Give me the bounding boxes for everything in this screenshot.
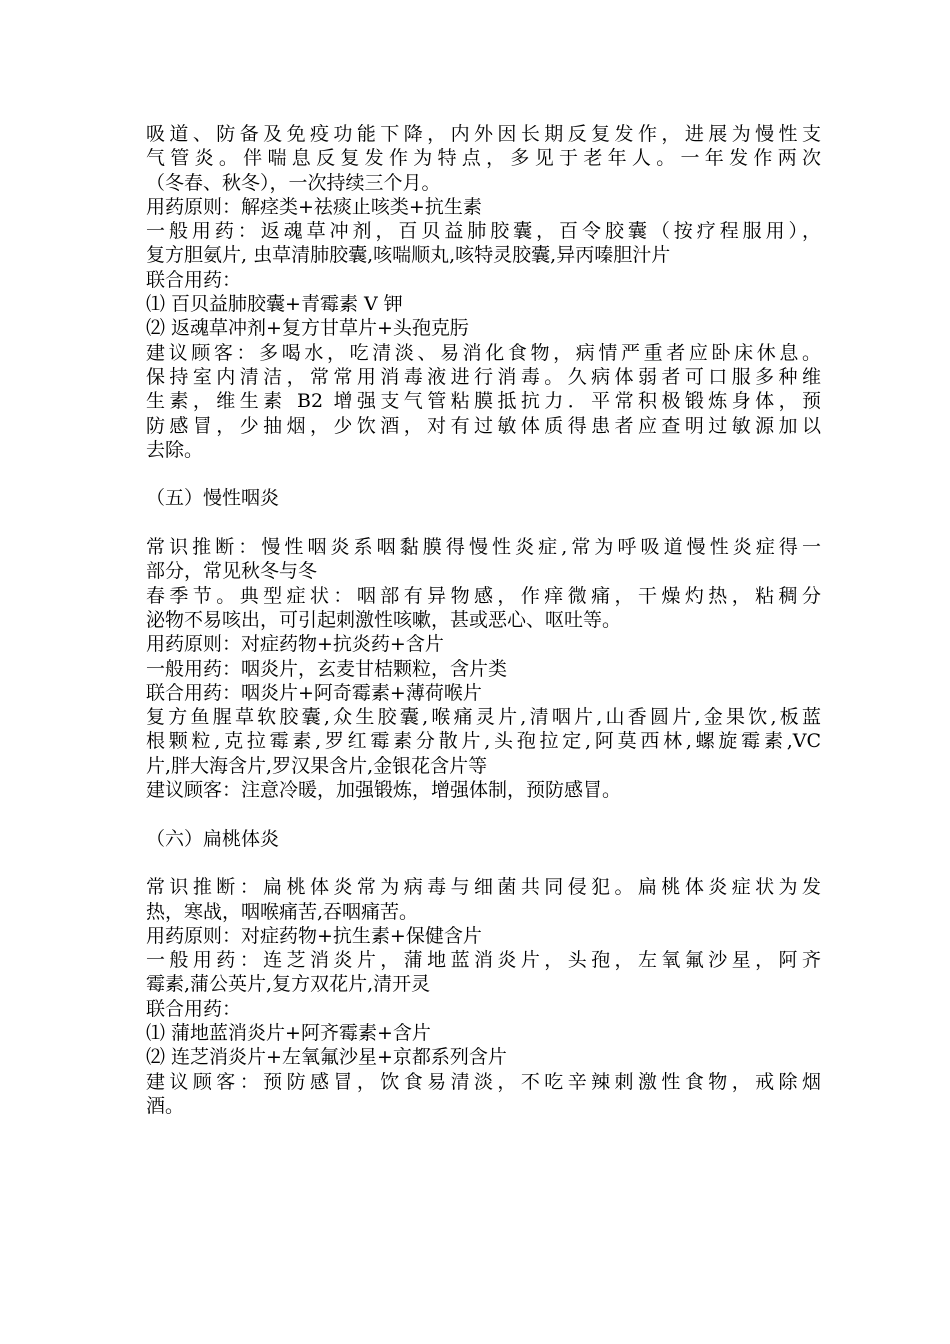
diagnosis-line: 常识推断：扁桃体炎常为病毒与细菌共同侵犯。扁桃体炎症状为发 <box>146 876 821 899</box>
combined-medication-item: ⑴ 蒲地蓝消炎片+阿齐霉素+含片 <box>146 1021 431 1044</box>
paragraph-gap <box>146 851 821 875</box>
combined-medication-label: 联合用药： <box>146 268 242 291</box>
other-medication-line: 片,胖大海含片,罗汉果含片,金银花含片等 <box>146 754 488 777</box>
advice-line: 酒。 <box>146 1094 185 1117</box>
combined-medication-item: ⑵ 返魂草冲剂+复方甘草片+头孢克肟 <box>146 317 469 340</box>
advice-line: 建议顾客：预防感冒，饮食易清淡，不吃辛辣刺激性食物，戒除烟 <box>146 1070 821 1093</box>
diagnosis-line: 泌物不易咳出，可引起刺激性咳嗽，甚或恶心、呕吐等。 <box>146 608 622 631</box>
other-medication-line: 复方鱼腥草软胶囊,众生胶囊,喉痛灵片,清咽片,山香圆片,金果饮,板蓝 <box>146 706 821 729</box>
combined-medication-item: ⑴ 百贝益肺胶囊+青霉素 V 钾 <box>146 293 403 316</box>
medication-principle: 用药原则：对症药物+抗生素+保健含片 <box>146 924 482 947</box>
advice-line: 建议顾客：多喝水，吃清淡、易消化食物，病情严重者应卧床休息。 <box>146 341 821 364</box>
medication-principle: 用药原则：对症药物+抗炎药+含片 <box>146 633 444 656</box>
section-heading-tonsillitis: （六）扁桃体炎 <box>146 827 280 850</box>
advice-line: 建议顾客：注意冷暖，加强锻炼，增强体制，预防感冒。 <box>146 779 622 802</box>
combined-medication-line: 联合用药：咽炎片+阿奇霉素+薄荷喉片 <box>146 681 482 704</box>
medication-principle: 用药原则：解痉类+祛痰止咳类+抗生素 <box>146 195 482 218</box>
intro-line: （冬春、秋冬），一次持续三个月。 <box>146 171 441 194</box>
general-medication-line: 一般用药：连芝消炎片，蒲地蓝消炎片，头孢，左氧氟沙星，阿齐 <box>146 949 821 972</box>
advice-line: 保持室内清洁，常常用消毒液进行消毒。久病体弱者可口服多种维 <box>146 365 821 388</box>
combined-medication-label: 联合用药： <box>146 997 242 1020</box>
general-medication-line: 一般用药：咽炎片，玄麦甘桔颗粒，含片类 <box>146 657 508 680</box>
paragraph-gap <box>146 462 821 486</box>
general-medication-line: 一般用药：返魂草冲剂，百贝益肺胶囊，百令胶囊（按疗程服用）， <box>146 220 821 243</box>
diagnosis-line: 部分，常见秋冬与冬 <box>146 560 318 583</box>
paragraph-gap <box>146 511 821 535</box>
other-medication-line: 根颗粒,克拉霉素,罗红霉素分散片,头孢拉定,阿莫西林,螺旋霉素,VC <box>146 730 821 753</box>
diagnosis-line: 常识推断：慢性咽炎系咽黏膜得慢性炎症,常为呼吸道慢性炎症得一 <box>146 536 821 559</box>
intro-line: 气管炎。伴喘息反复发作为特点，多见于老年人。一年发作两次 <box>146 147 821 170</box>
advice-line: 去除。 <box>146 438 204 461</box>
diagnosis-line: 热，寒战，咽喉痛苦,吞咽痛苦。 <box>146 900 419 923</box>
advice-line: 生素，维生素 B2 增强支气管粘膜抵抗力．平常积极锻炼身体，预 <box>146 390 821 413</box>
general-medication-line: 复方胆氨片, 虫草清肺胶囊,咳喘顺丸,咳特灵胶囊,异丙嗪胆汁片 <box>146 244 671 267</box>
document-body <box>146 122 821 1118</box>
diagnosis-line: 春季节。典型症状：咽部有异物感，作痒微痛，干燥灼热，粘稠分 <box>146 584 821 607</box>
combined-medication-item: ⑵ 连芝消炎片+左氧氟沙星+京都系列含片 <box>146 1046 507 1069</box>
section-heading-chronic-pharyngitis: （五）慢性咽炎 <box>146 487 280 510</box>
advice-line: 防感冒，少抽烟，少饮酒，对有过敏体质得患者应查明过敏源加以 <box>146 414 821 437</box>
intro-line: 吸道、防备及免疫功能下降，内外因长期反复发作，进展为慢性支 <box>146 123 821 145</box>
general-medication-line: 霉素,蒲公英片,复方双花片,清开灵 <box>146 973 431 996</box>
paragraph-gap <box>146 802 821 826</box>
